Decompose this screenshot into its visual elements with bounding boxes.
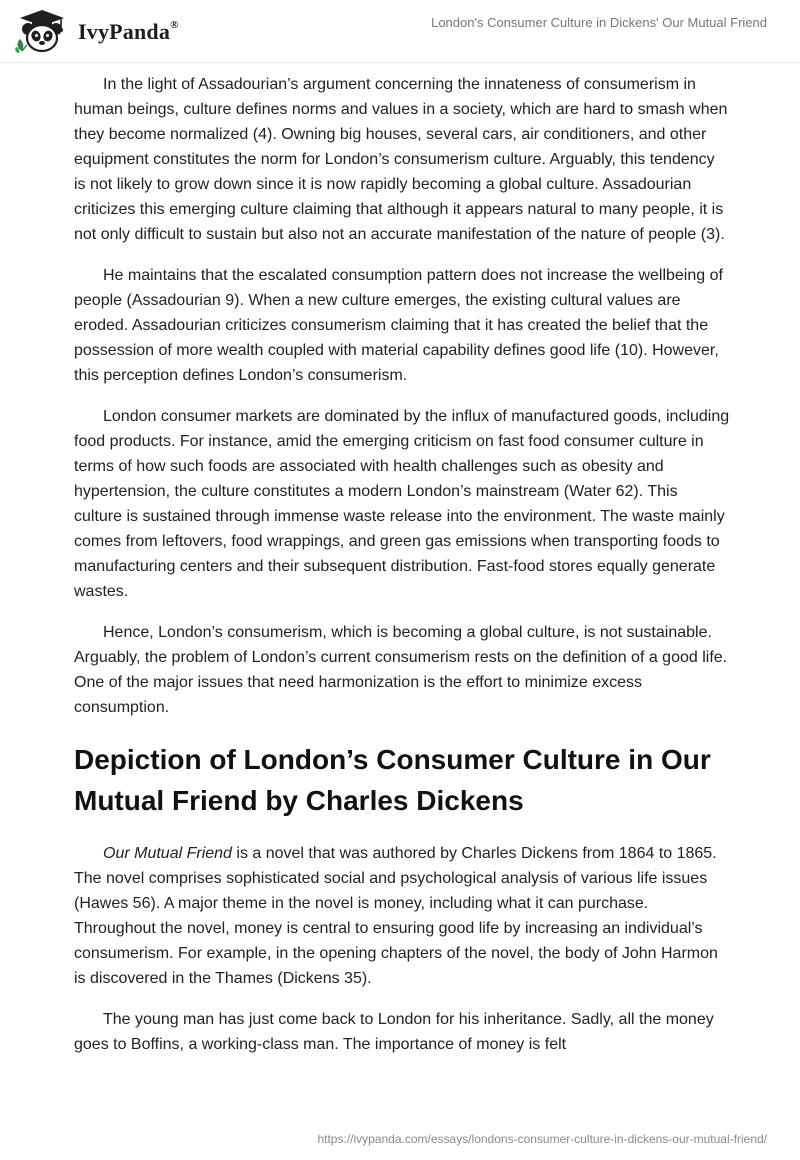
essay-body xyxy=(74,72,730,1073)
paragraph xyxy=(74,841,730,991)
novel-title: Our Mutual Friend xyxy=(103,845,232,862)
paragraph: He maintains that the escalated consumption pattern does not increase the wellbeing of people (Assadourian 9). When a new culture emerges, the existing cultural values are eroded. Assadourian criticizes consumerism claiming that it has created the belief that the possession of more wealth coupled with material capability defines good life (10). However, this perception defines London’s consumerism. xyxy=(74,267,723,384)
document-title: London's Consumer Culture in Dickens' Our Mutual Friend xyxy=(431,15,767,30)
ivypanda-logo-icon[interactable] xyxy=(14,9,70,53)
paragraph-text: is a novel that was authored by Charles Dickens from 1864 to 1865. The novel comprises sophisticated social and psychological analysis of various life issues (Hawes 56). A major theme in the novel is money, including what it can purchase. Throughout the novel, money is central to ensuring good life by increasing an individual’s consumerism. For example, in the opening chapters of the novel, the body of John Harmon is discovered in the Thames (Dickens 35). xyxy=(74,845,718,987)
page-header xyxy=(0,0,800,63)
source-url[interactable]: https://ivypanda.com/essays/londons-consumer-culture-in-dickens-our-mutual-friend/ xyxy=(317,1132,767,1146)
brand-text: IvyPanda xyxy=(78,19,171,44)
paragraph: Hence, London’s consumerism, which is becoming a global culture, is not sustainable. Arguably, the problem of London’s current consumerism rests on the definition of a good life. One of the major issues that need harmonization is the effort to minimize excess consumption. xyxy=(74,624,728,716)
paragraph: London consumer markets are dominated by the influx of manufactured goods, including food products. For instance, amid the emerging criticism on fast food consumer culture in terms of how such foods are associated with health challenges such as obesity and hypertension, the culture constitutes a modern London’s mainstream (Water 62). This culture is sustained through immense waste release into the environment. The waste mainly comes from leftovers, food wrappings, and green gas emissions when transporting foods to manufacturing centers and their subsequent distribution. Fast-food stores equally generate wastes. xyxy=(74,408,730,600)
paragraph: The young man has just come back to London for his inheritance. Sadly, all the money goes to Boffins, a working-class man. The importance of money is felt xyxy=(74,1011,714,1053)
paragraph: In the light of Assadourian’s argument concerning the innateness of consumerism in human beings, culture defines norms and values in a society, which are hard to smash when they become normalized (4). Owning big houses, several cars, air conditioners, and other equipment constitutes the norm for London’s consumerism culture. Arguably, this tendency is not likely to grow down since it is now rapidly becoming a global culture. Assadourian criticizes this emerging culture claiming that although it appears natural to many people, it is not only difficult to sustain but also not an accurate manifestation of the nature of people (3). xyxy=(74,76,728,243)
section-heading: Depiction of London’s Consumer Culture in Our Mutual Friend by Charles Dickens xyxy=(74,744,711,816)
brand-name[interactable] xyxy=(78,19,179,45)
registered-mark: ® xyxy=(170,18,179,31)
